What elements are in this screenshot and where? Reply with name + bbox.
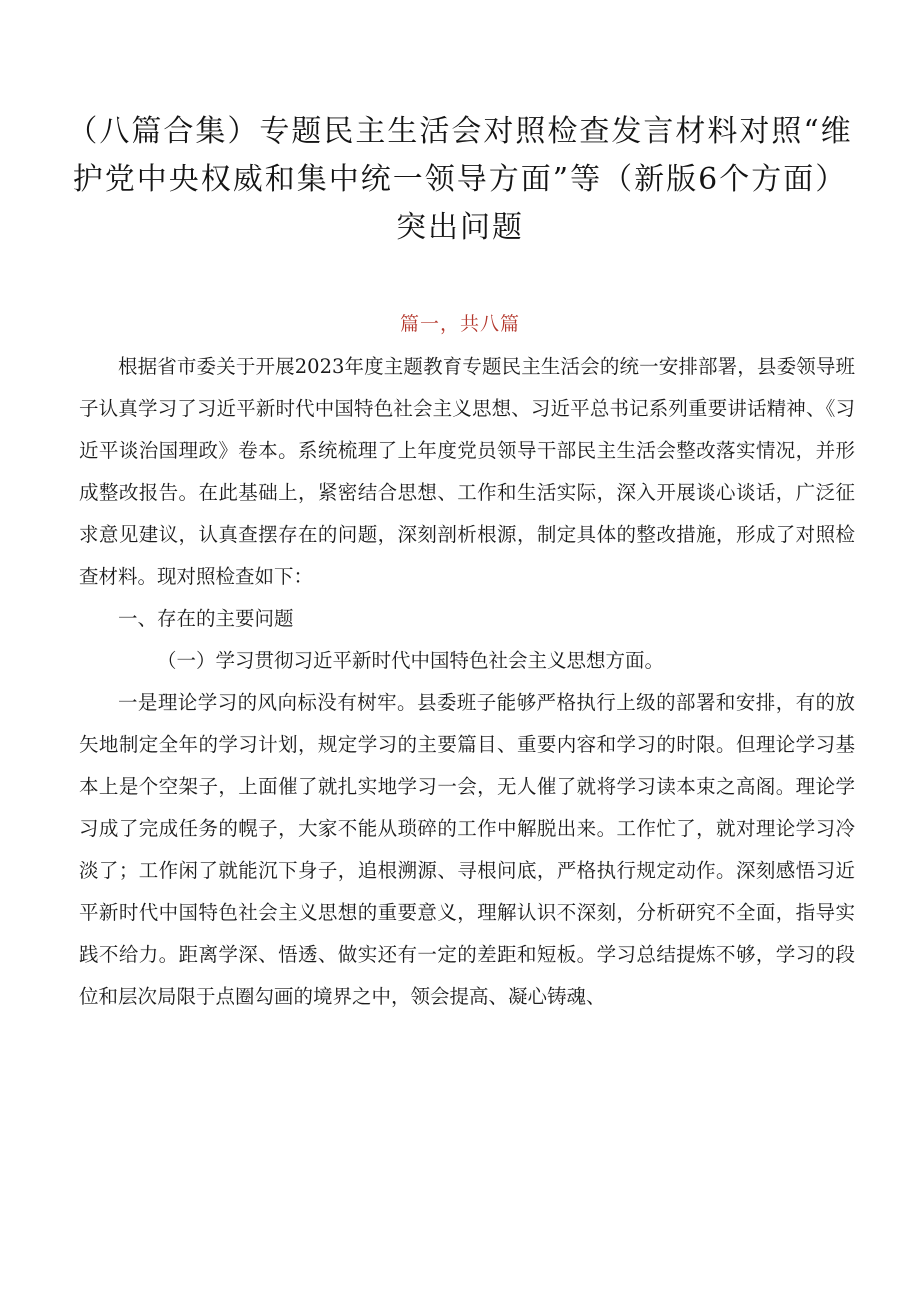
section-heading: 一、存在的主要问题 (118, 607, 294, 630)
paragraph-theory-study: 一是理论学习的风向标没有树牢。县委班子能够严格执行上级的部署和安排，有的放矢地制定全年的学习计划，规定学习的主要篇目、重要内容和学习的时限。但理论学习基本上是个空架子，上面催了就扎实地学习一会，无人催了就将学习读本束之高阁。理论学习成了完成任务的幌子，大家不能从琐碎的工作中解脱出来。工作忙了，就对理论学习冷淡了；工作闲了就能沉下身子，追根溯源、寻根问底，严格执行规定动作。深刻感悟习近平新时代中国特色社会主义思想的重要意义，理解认识不深刻，分析研究不全面，指导实践不给力。距离学深、悟透、做实还有一定的差距和短板。学习总结提炼不够，学习的段位和层次局限于点圈勾画的境界之中，领会提高、凝心铸魂、 (79, 691, 855, 1008)
document-subtitle: 篇一，共八篇 (399, 313, 520, 335)
subsection-heading: （一）学习贯彻习近平新时代中国特色社会主义思想方面。 (157, 649, 665, 672)
paragraph-intro: 根据省市委关于开展2023年度主题教育专题民主生活会的统一安排部署，县委领导班子认真学习了习近平新时代中国特色社会主义思想、习近平总书记系列重要讲话精神、《习近平谈治国理政》卷本。系统梳理了上年度党员领导干部民主生活会整改落实情况，并形成整改报告。在此基础上，紧密结合思想、工作和生活实际，深入开展谈心谈话，广泛征求意见建议，认真查摆存在的问题，深刻剖析根源，制定具体的整改措施，形成了对照检查材料。现对照检查如下： (79, 355, 855, 588)
document-body (79, 346, 855, 1018)
document-title: （八篇合集）专题民主生活会对照检查发言材料对照“维护党中央权威和集中统一领导方面”等（新版6个方面）突出问题 (67, 114, 853, 245)
